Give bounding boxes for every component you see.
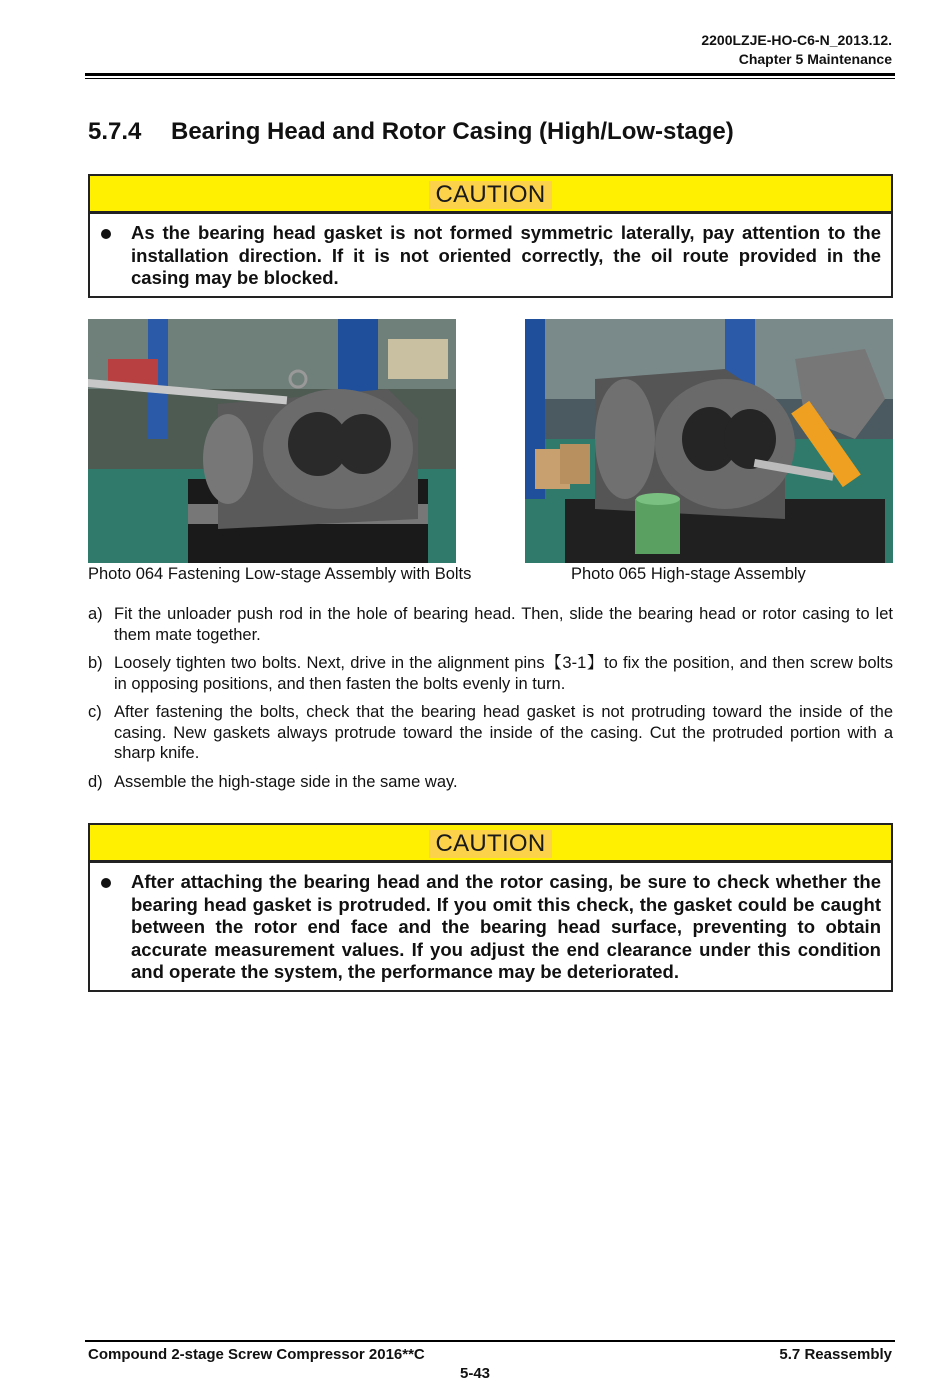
list-item <box>88 604 893 645</box>
chapter-title: Chapter 5 Maintenance <box>738 51 892 67</box>
list-item <box>88 653 893 694</box>
caution-header <box>90 176 891 214</box>
footer-product: Compound 2-stage Screw Compressor 2016**C <box>88 1346 425 1363</box>
step-marker: b) <box>88 654 103 672</box>
caution-header <box>90 825 891 863</box>
page-number: 5-43 <box>459 1365 491 1382</box>
section-number: 5.7.4 <box>88 118 142 145</box>
caution-body <box>90 863 891 990</box>
doc-code: 2200LZJE-HO-C6-N_2013.12. <box>701 32 892 48</box>
caution-body <box>90 214 891 296</box>
header-rule-thin <box>85 78 895 79</box>
step-text: Loosely tighten two bolts. Next, drive in the alignment pins【3-1】to fix the position, and then screw bolts in opposing positions, and then fasten the bolts evenly in turn. <box>114 654 893 693</box>
header-rule-thick <box>85 73 895 76</box>
caution-text: As the bearing head gasket is not formed symmetric laterally, pay attention to the installation direction. If it is not oriented correctly, the oil route provided in the casing may be blocked. <box>131 222 881 289</box>
procedure-steps <box>88 604 893 800</box>
page-header <box>701 31 892 69</box>
caution-label: CAUTION <box>429 181 551 209</box>
section-title: Bearing Head and Rotor Casing (High/Low-stage) <box>171 118 734 145</box>
step-text: After fastening the bolts, check that the bearing head gasket is not protruding toward the inside of the casing. New gaskets always protrude toward the inside of the casing. Cut the protruded portion with a sharp knife. <box>114 703 893 762</box>
step-text: Fit the unloader push rod in the hole of bearing head. Then, slide the bearing head or rotor casing to let them mate together. <box>114 605 893 644</box>
footer-rule <box>85 1340 895 1342</box>
photo-low-stage-assembly <box>88 319 456 563</box>
step-marker: a) <box>88 605 103 623</box>
step-text: Assemble the high-stage side in the same way. <box>114 772 458 791</box>
caution-label: CAUTION <box>429 830 551 858</box>
list-item <box>88 702 893 764</box>
step-marker: c) <box>88 703 102 721</box>
caution-box-1 <box>88 174 893 298</box>
photo-high-stage-assembly <box>525 319 893 563</box>
photo-caption-2: Photo 065 High-stage Assembly <box>571 565 806 583</box>
photo-caption-1: Photo 064 Fastening Low-stage Assembly with Bolts <box>88 565 472 583</box>
list-item <box>88 772 893 793</box>
bullet-icon <box>101 229 111 239</box>
bullet-icon <box>101 878 111 888</box>
section-heading <box>88 118 734 146</box>
footer-section: 5.7 Reassembly <box>779 1346 892 1363</box>
caution-box-2 <box>88 823 893 992</box>
step-marker: d) <box>88 772 103 791</box>
caution-text: After attaching the bearing head and the rotor casing, be sure to check whether the bearing head gasket is protruded. If you omit this check, the gasket could be caught between the rotor end face and the bearing head surface, preventing to obtain accurate measurement values. If you adjust the end clearance under this condition and operate the system, the performance may be deteriorated. <box>131 871 881 983</box>
